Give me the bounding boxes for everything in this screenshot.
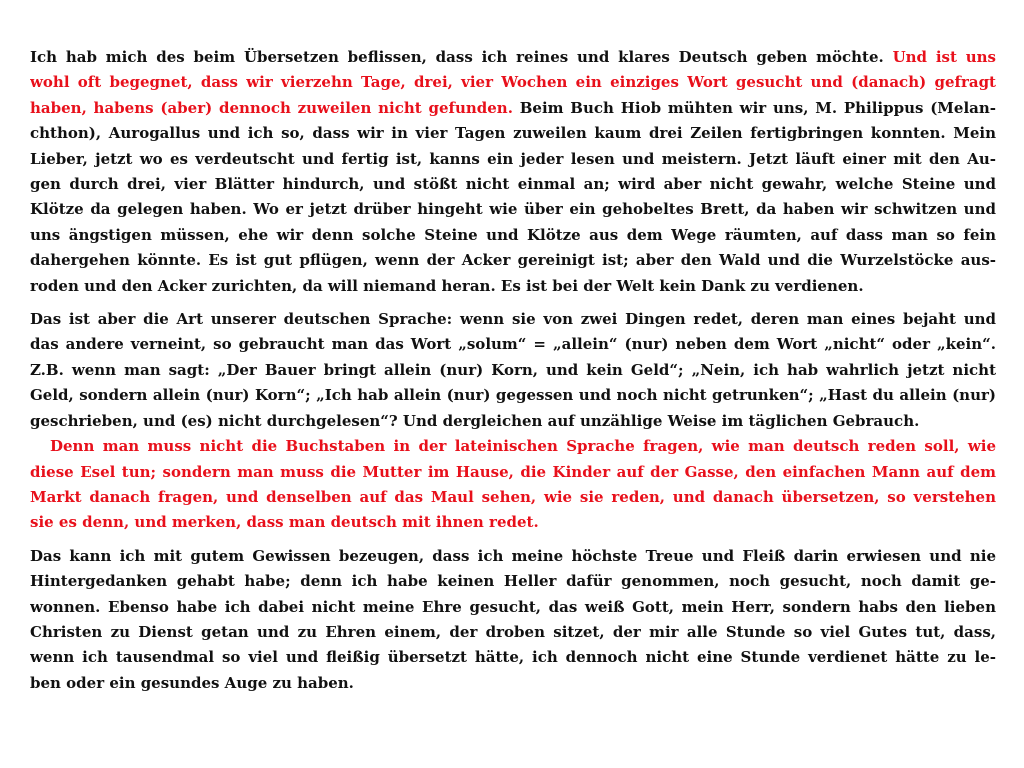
- text-line: [30, 45, 996, 70]
- highlighted-text: haben, habens (aber) dennoch zuweilen nicht gefunden.: [30, 98, 513, 117]
- paragraph-3: [30, 544, 996, 696]
- text-line: Geld, sondern allein (nur) Korn“; „Ich hab allein (nur) gegessen und noch nicht getrunken“; „Hast du allein (nur): [30, 386, 996, 405]
- highlighted-text-line: diese Esel tun; sondern man muss die Mutter im Hause, die Kinder auf der Gasse, den einfachen Mann auf dem: [30, 462, 996, 481]
- highlighted-text-line: Denn man muss nicht die Buchstaben in der lateinischen Sprache fragen, wie man deutsch reden soll, wie: [50, 437, 996, 456]
- text-segment: Ich hab mich des beim Übersetzen beflissen, dass ich reines und klares Deutsch geben möchte.: [30, 48, 893, 66]
- text-line: [30, 96, 996, 121]
- text-line: Klötze da gelegen haben. Wo er jetzt drüber hingeht wie über ein gehobeltes Brett, da haben wir schwitzen und: [30, 200, 996, 219]
- text-segment: Beim Buch Hiob mühten wir uns, M. Philippus (Melan-: [512, 98, 996, 117]
- text-line: Z.B. wenn man sagt: „Der Bauer bringt allein (nur) Korn, und kein Geld“; „Nein, ich hab wahrlich jetzt nicht: [30, 360, 996, 379]
- text-line: Hintergedanken gehabt habe; denn ich habe keinen Heller dafür genommen, noch gesucht, noch damit ge-: [30, 572, 996, 591]
- highlighted-text-line: Markt danach fragen, und denselben auf das Maul sehen, wie sie reden, und danach übersetzen, so verstehen: [30, 487, 996, 506]
- text-line: gen durch drei, vier Blätter hindurch, und stößt nicht einmal an; wird aber nicht gewahr, welche Steine und: [30, 175, 996, 194]
- paragraph-1: [30, 45, 996, 299]
- highlighted-text-line: sie es denn, und merken, dass man deutsch mit ihnen redet.: [30, 513, 539, 532]
- text-line: wenn ich tausendmal so viel und fleißig übersetzt hätte, ich dennoch nicht eine Stunde verdienet hätte zu le-: [30, 648, 996, 667]
- highlighted-text-line: wohl oft begegnet, dass wir vierzehn Tage, drei, vier Wochen ein einziges Wort gesucht und (danach) gefragt: [30, 73, 996, 92]
- text-line: chthon), Aurogallus und ich so, dass wir in vier Tagen zuweilen kaum drei Zeilen fertigbringen konnten. Mein: [30, 124, 996, 143]
- document-body: [30, 45, 996, 704]
- text-line: roden und den Acker zurichten, da will niemand heran. Es ist bei der Welt kein Dank zu verdienen.: [30, 276, 864, 295]
- text-line: Das kann ich mit gutem Gewissen bezeugen, dass ich meine höchste Treue und Fleiß darin erwiesen und nie: [30, 546, 996, 565]
- text-line: geschrieben, und (es) nicht durchgelesen“? Und dergleichen auf unzählige Weise im täglichen Gebrauch.: [30, 411, 920, 430]
- paragraph-2: [30, 307, 996, 536]
- text-line: Christen zu Dienst getan und zu Ehren einem, der droben sitzet, der mir alle Stunde so viel Gutes tut, dass,: [30, 622, 996, 641]
- text-line: Das ist aber die Art unserer deutschen Sprache: wenn sie von zwei Dingen redet, deren man eines bejaht und: [30, 310, 996, 329]
- text-line: dahergehen könnte. Es ist gut pflügen, wenn der Acker gereinigt ist; aber den Wald und die Wurzelstöcke aus-: [30, 251, 996, 270]
- text-line: Lieber, jetzt wo es verdeutscht und fertig ist, kanns ein jeder lesen und meistern. Jetzt läuft einer mit den Au-: [30, 149, 996, 168]
- highlighted-text: Und ist uns: [892, 48, 996, 66]
- text-line: uns ängstigen müssen, ehe wir denn solche Steine und Klötze aus dem Wege räumten, auf dass man so fein: [30, 225, 996, 244]
- text-line: ben oder ein gesundes Auge zu haben.: [30, 673, 354, 692]
- text-line: wonnen. Ebenso habe ich dabei nicht meine Ehre gesucht, das weiß Gott, mein Herr, sondern habs den lieben: [30, 597, 996, 616]
- text-line: das andere verneint, so gebraucht man das Wort „solum“ = „allein“ (nur) neben dem Wort „nicht“ oder „kein“.: [30, 335, 996, 354]
